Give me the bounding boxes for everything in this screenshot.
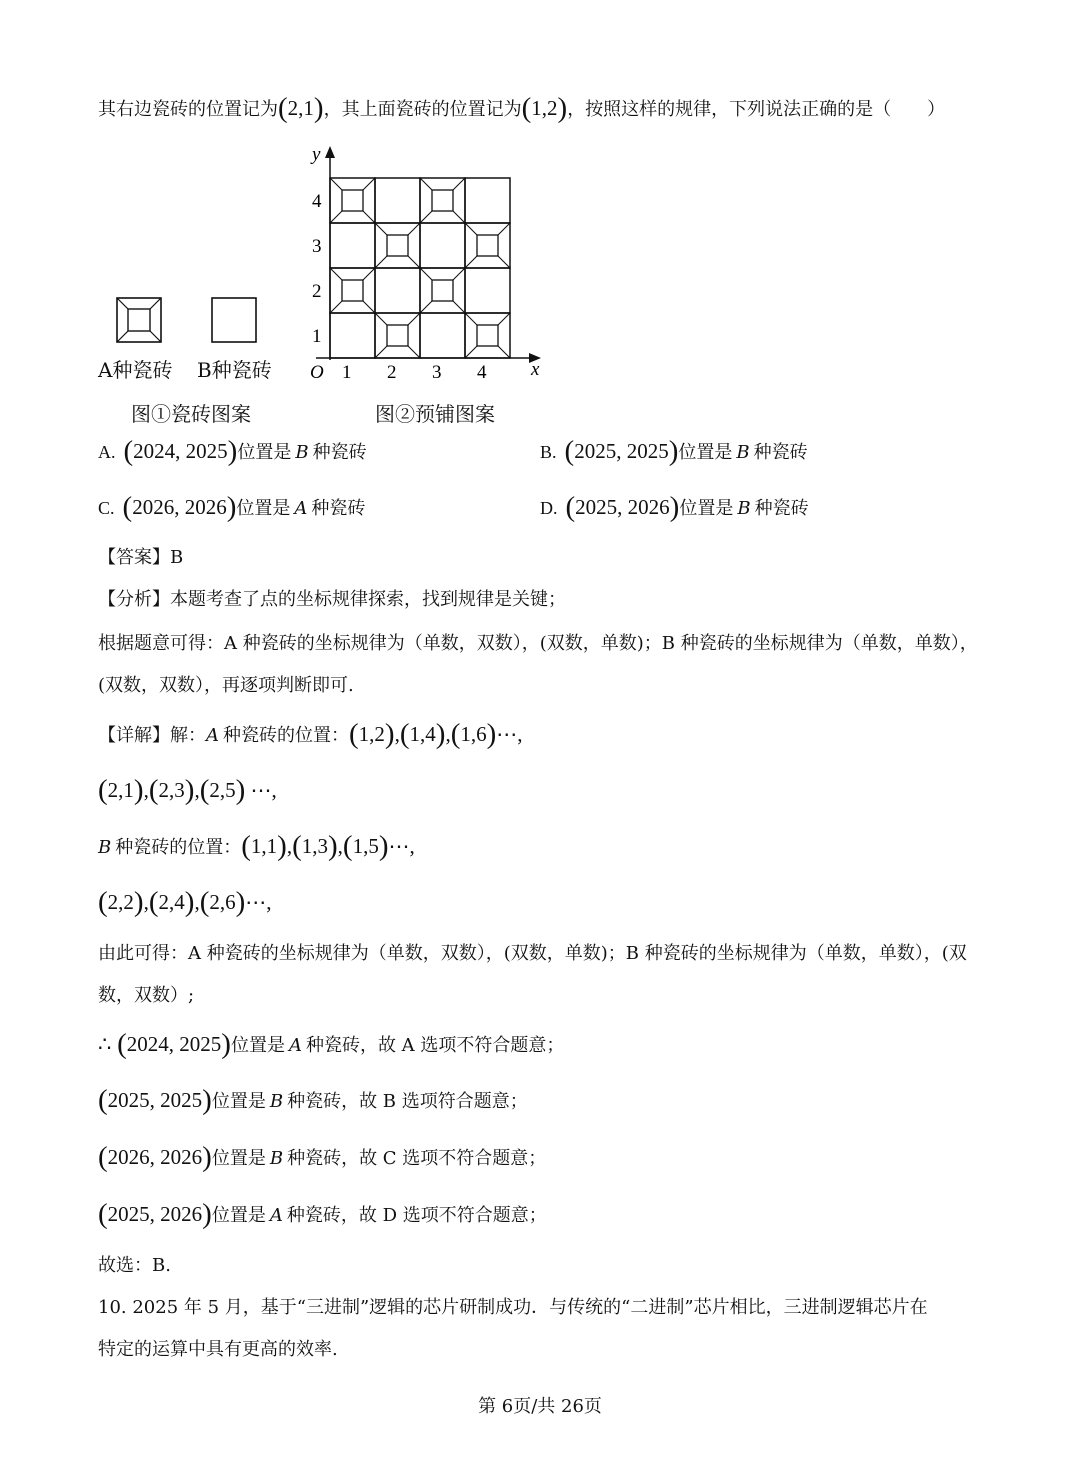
grid-tile-3-1 xyxy=(420,313,465,358)
grid-tile-3-3 xyxy=(420,223,465,268)
y-tick-3: 3 xyxy=(312,236,322,257)
check-c-line: (2026, 2026)位置是 B 种瓷砖，故 C 选项不符合题意； xyxy=(98,1141,547,1173)
answer-line: 【答案】B xyxy=(98,547,184,568)
x-tick-4: 4 xyxy=(477,362,487,383)
y-axis-label: y xyxy=(312,144,321,165)
grid-tile-4-4 xyxy=(465,178,510,223)
point-up: 1,2 xyxy=(531,96,558,120)
grid-tile-4-3 xyxy=(465,223,510,268)
analysis-line-3: (双数，双数），再逐项判断即可. xyxy=(98,675,354,696)
grid-tile-4-2 xyxy=(465,268,510,313)
analysis-line-2: 根据题意可得：A 种瓷砖的坐标规律为（单数，双数），(双数，单数)；B 种瓷砖的坐标规律为（单数，单数）， xyxy=(98,633,978,654)
y-tick-1: 1 xyxy=(312,326,322,347)
grid-tile-2-4 xyxy=(375,178,420,223)
question-intro: 其右边瓷砖的位置记为(2,1)，其上面瓷砖的位置记为(1,2)，按照这样的规律，下列说法正确的是（ ） xyxy=(98,92,946,124)
y-axis-arrow xyxy=(325,146,335,158)
detail-b-line-2: (2,2),(2,4),(2,6)⋯, xyxy=(98,886,272,918)
grid-tile-2-1 xyxy=(375,313,420,358)
origin-label: O xyxy=(310,362,324,383)
tile-grid-figure xyxy=(296,140,556,390)
check-b-line: (2025, 2025)位置是 B 种瓷砖，故 B 选项符合题意； xyxy=(98,1084,528,1116)
tile-b-icon xyxy=(211,297,257,343)
detail-rule-line-2: 数，双数）; xyxy=(98,985,195,1006)
conclusion-line: 故选：B. xyxy=(98,1255,171,1276)
tile-b-label: B种瓷砖 xyxy=(197,358,272,382)
option-d[interactable]: D. (2025, 2026)位置是 B 种瓷砖 xyxy=(540,491,809,523)
next-question-line-1: 10. 2025 年 5 月，基于“三进制”逻辑的芯片研制成功．与传统的“二进制”芯片相比，三进制逻辑芯片在 xyxy=(98,1297,928,1318)
grid-tile-3-2 xyxy=(420,268,465,313)
analysis-line: 【分析】本题考查了点的坐标规律探索，找到规律是关键； xyxy=(98,589,566,610)
figure1-caption: 图①瓷砖图案 xyxy=(131,402,251,426)
detail-rule-line: 由此可得：A 种瓷砖的坐标规律为（单数，双数），(双数，单数)；B 种瓷砖的坐标规律为（单数，单数），(双 xyxy=(98,943,967,964)
option-b[interactable]: B. (2025, 2025)位置是 B 种瓷砖 xyxy=(540,435,808,467)
grid-tile-3-4 xyxy=(420,178,465,223)
x-tick-3: 3 xyxy=(432,362,442,383)
grid-tile-1-4 xyxy=(330,178,375,223)
grid-tile-1-2 xyxy=(330,268,375,313)
detail-b-line: B 种瓷砖的位置：(1,1),(1,3),(1,5)⋯, xyxy=(98,830,415,862)
grid-tile-1-3 xyxy=(330,223,375,268)
check-a-line: ∴ (2024, 2025)位置是 A 种瓷砖，故 A 选项不符合题意； xyxy=(98,1028,565,1060)
grid-tile-2-3 xyxy=(375,223,420,268)
detail-a-line: 【详解】解：A 种瓷砖的位置：(1,2),(1,4),(1,6)⋯, xyxy=(98,718,523,750)
tile-a-icon xyxy=(116,297,162,343)
figure2-caption: 图②预铺图案 xyxy=(375,402,495,426)
grid-tile-2-2 xyxy=(375,268,420,313)
detail-a-line-2: (2,1),(2,3),(2,5) ⋯, xyxy=(98,774,277,806)
option-c[interactable]: C. (2026, 2026)位置是 A 种瓷砖 xyxy=(98,491,366,523)
grid-tile-1-1 xyxy=(330,313,375,358)
next-question-line-2: 特定的运算中具有更高的效率. xyxy=(98,1339,338,1360)
y-tick-4: 4 xyxy=(312,191,322,212)
tile-a-label: A种瓷砖 xyxy=(98,358,173,382)
x-axis-label: x xyxy=(531,359,540,380)
option-a[interactable]: A. (2024, 2025)位置是 B 种瓷砖 xyxy=(98,435,367,467)
x-tick-1: 1 xyxy=(342,362,352,383)
answer-value: B xyxy=(170,547,184,568)
check-d-line: (2025, 2026)位置是 A 种瓷砖，故 D 选项不符合题意； xyxy=(98,1198,547,1230)
page-footer: 第 6页/共 26页 xyxy=(478,1396,602,1417)
grid-tile-4-1 xyxy=(465,313,510,358)
point-right: 2,1 xyxy=(287,96,314,120)
y-tick-2: 2 xyxy=(312,281,322,302)
x-tick-2: 2 xyxy=(387,362,397,383)
